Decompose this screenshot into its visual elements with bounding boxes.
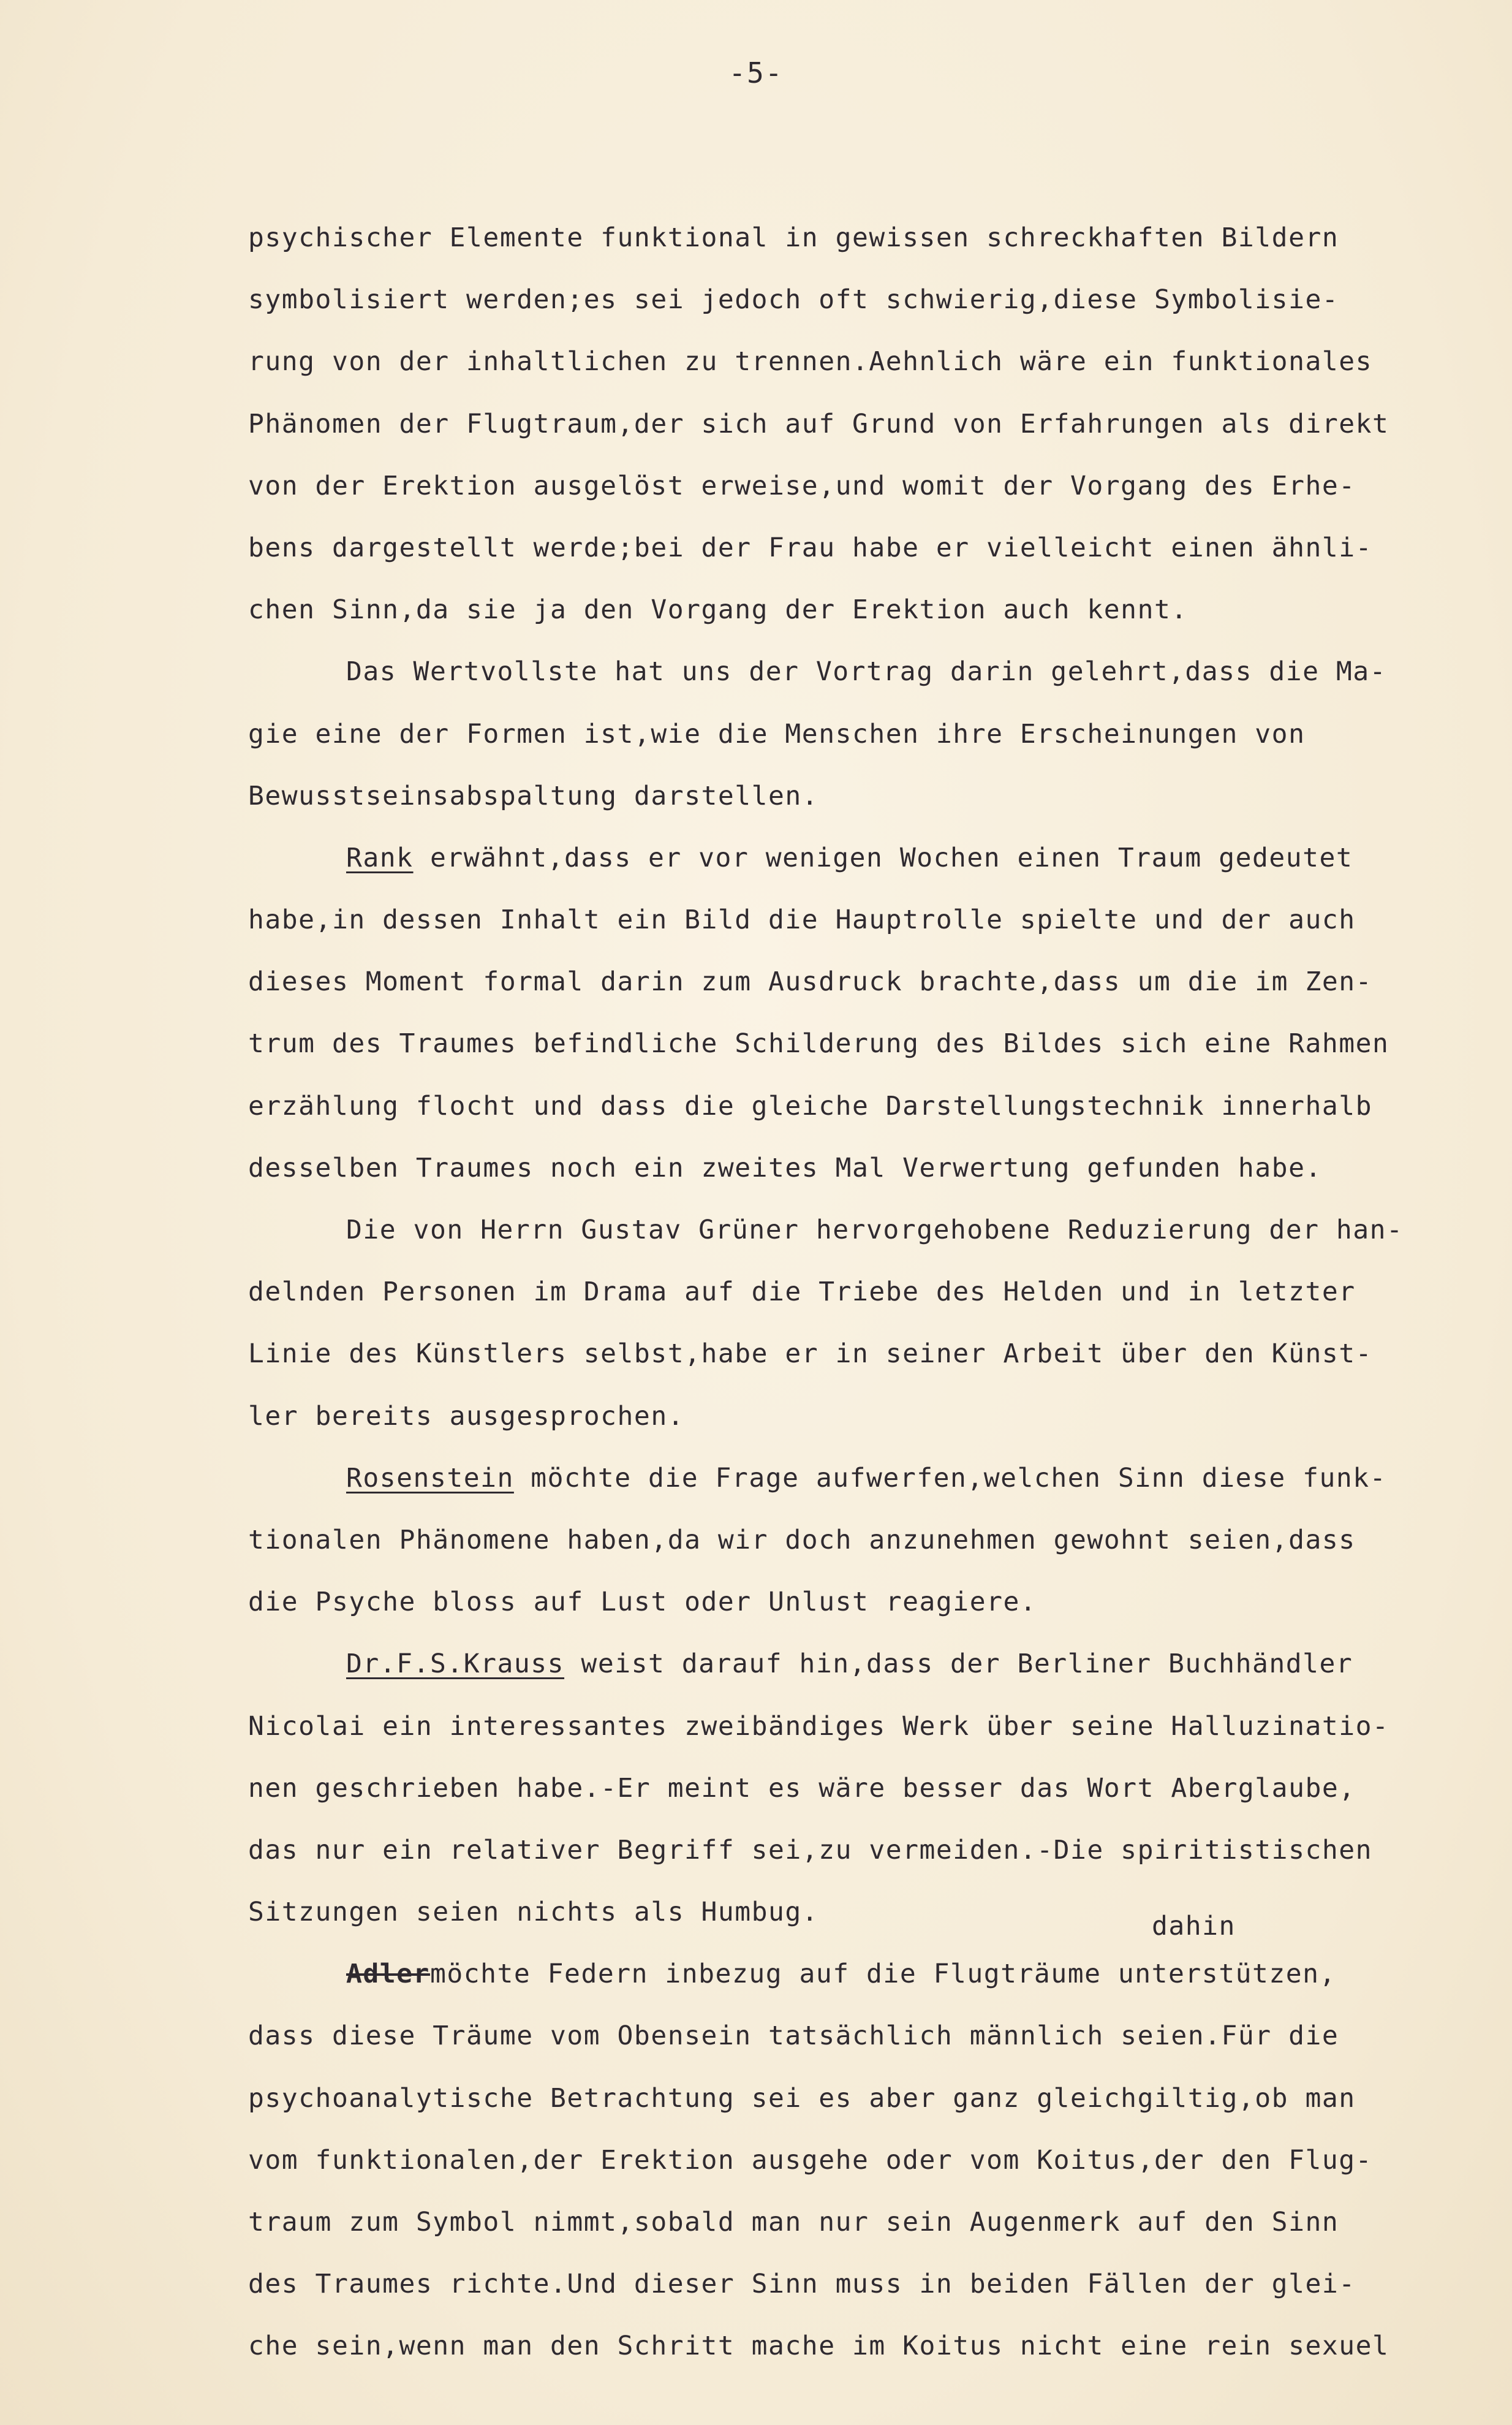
text-line — [248, 1633, 1498, 1695]
text-line: ler bereits ausgesprochen. — [248, 1400, 685, 1432]
text-line: dass diese Träume vom Obensein tatsächlich männlich seien.Für die — [248, 2021, 1339, 2052]
line-text: möchte die Frage aufwerfen,welchen Sinn diese funk- — [513, 1462, 1387, 1493]
line-text: weist darauf hin,dass der Berliner Buchhändler — [564, 1649, 1353, 1680]
handwritten-insertion: dahin — [1152, 1911, 1236, 1941]
text-line: nen geschrieben habe.-Er meint es wäre besser das Wort Aberglaube, — [248, 1772, 1356, 1804]
text-line: erzählung flocht und dass die gleiche Darstellungstechnik innerhalb — [248, 1090, 1373, 1121]
text-line: psychoanalytische Betrachtung sei es aber ganz gleichgiltig,ob man — [248, 2082, 1356, 2114]
text-line: Phänomen der Flugtraum,der sich auf Grund von Erfahrungen als direkt — [248, 408, 1389, 439]
text-line: Die von Herrn Gustav Grüner hervorgehobene Reduzierung der han- — [346, 1215, 1404, 1245]
speaker-name: Dr.F.S.Krauss — [346, 1649, 565, 1680]
text-line: des Traumes richte.Und dieser Sinn muss in beiden Fällen der glei- — [248, 2269, 1356, 2300]
text-line: habe,in dessen Inhalt ein Bild die Hauptrolle spielte und der auch — [248, 905, 1356, 936]
text-line: trum des Traumes befindliche Schilderung des Bildes sich eine Rahmen — [248, 1028, 1389, 1060]
text-line: die Psyche bloss auf Lust oder Unlust reagiere. — [248, 1587, 1037, 1618]
text-line: gie eine der Formen ist,wie die Menschen ihre Erscheinungen von — [248, 718, 1306, 750]
text-line: Sitzungen seien nichts als Humbug. — [248, 1897, 819, 1928]
text-line: Linie des Künstlers selbst,habe er in seiner Arbeit über den Künst- — [248, 1338, 1373, 1370]
text-line: symbolisiert werden;es sei jedoch oft schwierig,diese Symbolisie- — [248, 284, 1339, 316]
text-line: psychischer Elemente funktional in gewissen schreckhaften Bildern — [248, 222, 1339, 253]
text-line — [248, 1943, 1498, 2005]
text-line: dieses Moment formal darin zum Ausdruck brachte,dass um die im Zen- — [248, 966, 1373, 998]
text-line: che sein,wenn man den Schritt mache im Koitus nicht eine rein sexuel — [248, 2331, 1389, 2362]
text-line: desselben Traumes noch ein zweites Mal Verwertung gefunden habe. — [248, 1152, 1322, 1183]
text-line: Nicolai ein interessantes zweibändiges Werk über seine Halluzinatio- — [248, 1710, 1389, 1742]
text-line: vom funktionalen,der Erektion ausgehe oder vom Koitus,der den Flug- — [248, 2144, 1373, 2176]
text-line — [248, 827, 1498, 889]
speaker-name: Rosenstein — [346, 1462, 514, 1493]
speaker-name: Rank — [346, 842, 414, 873]
line-text: erwähnt,dass er vor wenigen Wochen einen Traum gedeutet — [413, 842, 1353, 873]
text-line: delnden Personen im Drama auf die Triebe des Helden und in letzter — [248, 1277, 1356, 1308]
text-line: Bewusstseinsabspaltung darstellen. — [248, 780, 819, 811]
text-line: traum zum Symbol nimmt,sobald man nur sein Augenmerk auf den Sinn — [248, 2207, 1339, 2237]
text-line: chen Sinn,da sie ja den Vorgang der Erektion auch kennt. — [248, 594, 1188, 626]
page-number: -5- — [728, 56, 784, 89]
line-text: möchte Federn inbezug auf die Flugträume unterstützen, — [429, 1959, 1336, 1990]
text-line: bens dargestellt werde;bei der Frau habe er vielleicht einen ähnli- — [248, 532, 1373, 563]
text-line: Das Wertvollste hat uns der Vortrag darin gelehrt,dass die Ma- — [346, 656, 1387, 688]
struck-speaker-name: Adler — [346, 1959, 430, 1990]
text-line: rung von der inhaltlichen zu trennen.Aehnlich wäre ein funktionales — [248, 346, 1373, 378]
text-line: das nur ein relativer Begriff sei,zu vermeiden.-Die spiritistischen — [248, 1834, 1373, 1865]
body-text — [248, 207, 1498, 2378]
text-line: tionalen Phänomene haben,da wir doch anzunehmen gewohnt seien,dass — [248, 1524, 1356, 1555]
text-line: von der Erektion ausgelöst erweise,und womit der Vorgang des Erhe- — [248, 470, 1356, 501]
text-line — [248, 1448, 1498, 1509]
